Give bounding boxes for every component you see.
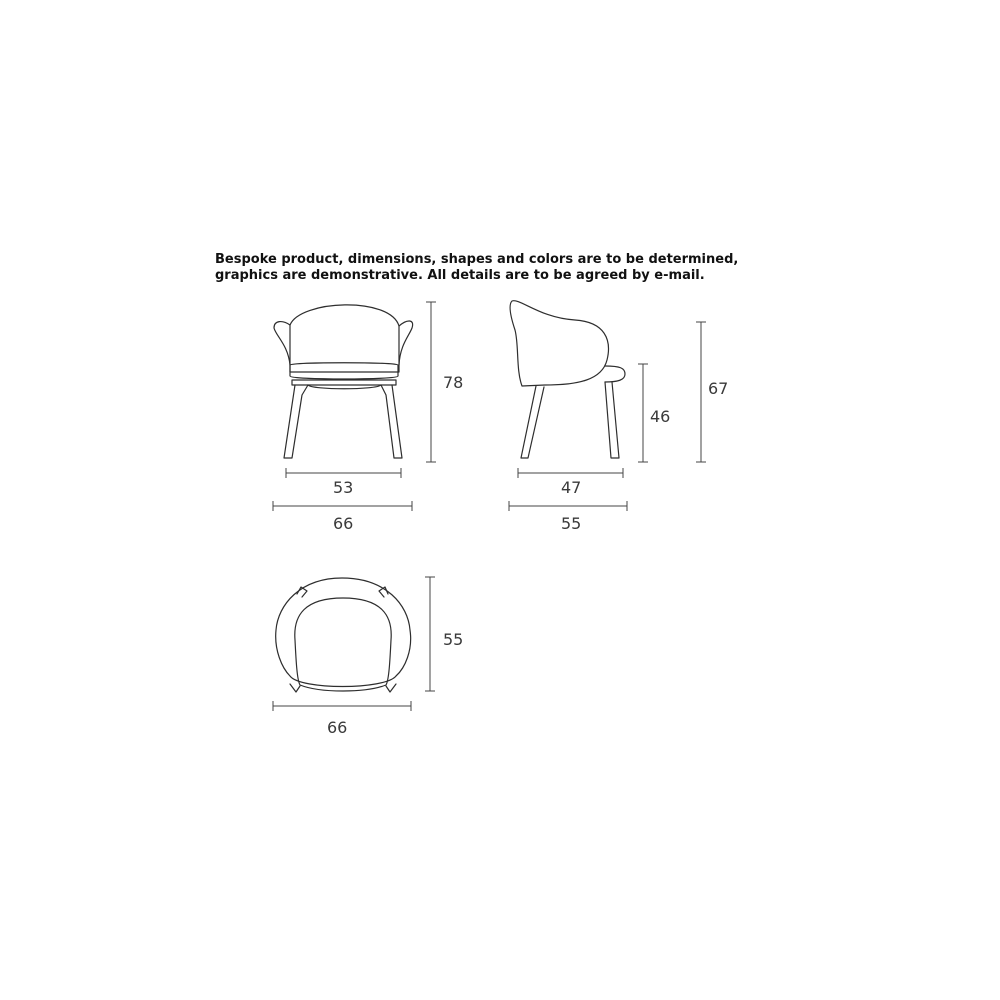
side-arm-height-label: 67	[708, 379, 729, 398]
front-chair-outline	[274, 305, 413, 458]
side-seat-depth-dimension	[518, 468, 623, 478]
side-overall-depth-dimension	[509, 501, 627, 511]
front-overall-width-dimension	[273, 501, 412, 511]
front-height-label: 78	[443, 373, 464, 392]
top-depth-label: 55	[443, 630, 464, 649]
front-seat-width-label: 53	[333, 478, 354, 497]
side-seat-height-dimension	[638, 364, 648, 462]
top-width-label: 66	[327, 718, 348, 737]
side-arm-height-dimension	[696, 322, 706, 462]
side-seat-depth-label: 47	[561, 478, 582, 497]
front-seat-width-dimension	[286, 468, 401, 478]
front-overall-width-label: 66	[333, 514, 354, 533]
side-chair-outline	[510, 301, 625, 458]
front-height-dimension	[426, 302, 436, 462]
side-view	[509, 301, 728, 533]
disclaimer-line-2: graphics are demonstrative. All details are to be agreed by e-mail.	[215, 268, 705, 283]
side-seat-height-label: 46	[650, 407, 671, 426]
top-width-dimension	[273, 701, 411, 711]
top-depth-dimension	[425, 577, 435, 691]
front-view	[273, 302, 463, 533]
side-overall-depth-label: 55	[561, 514, 582, 533]
top-view	[273, 577, 463, 737]
top-chair-outline	[276, 578, 411, 692]
disclaimer-line-1: Bespoke product, dimensions, shapes and colors are to be determined,	[215, 252, 739, 267]
